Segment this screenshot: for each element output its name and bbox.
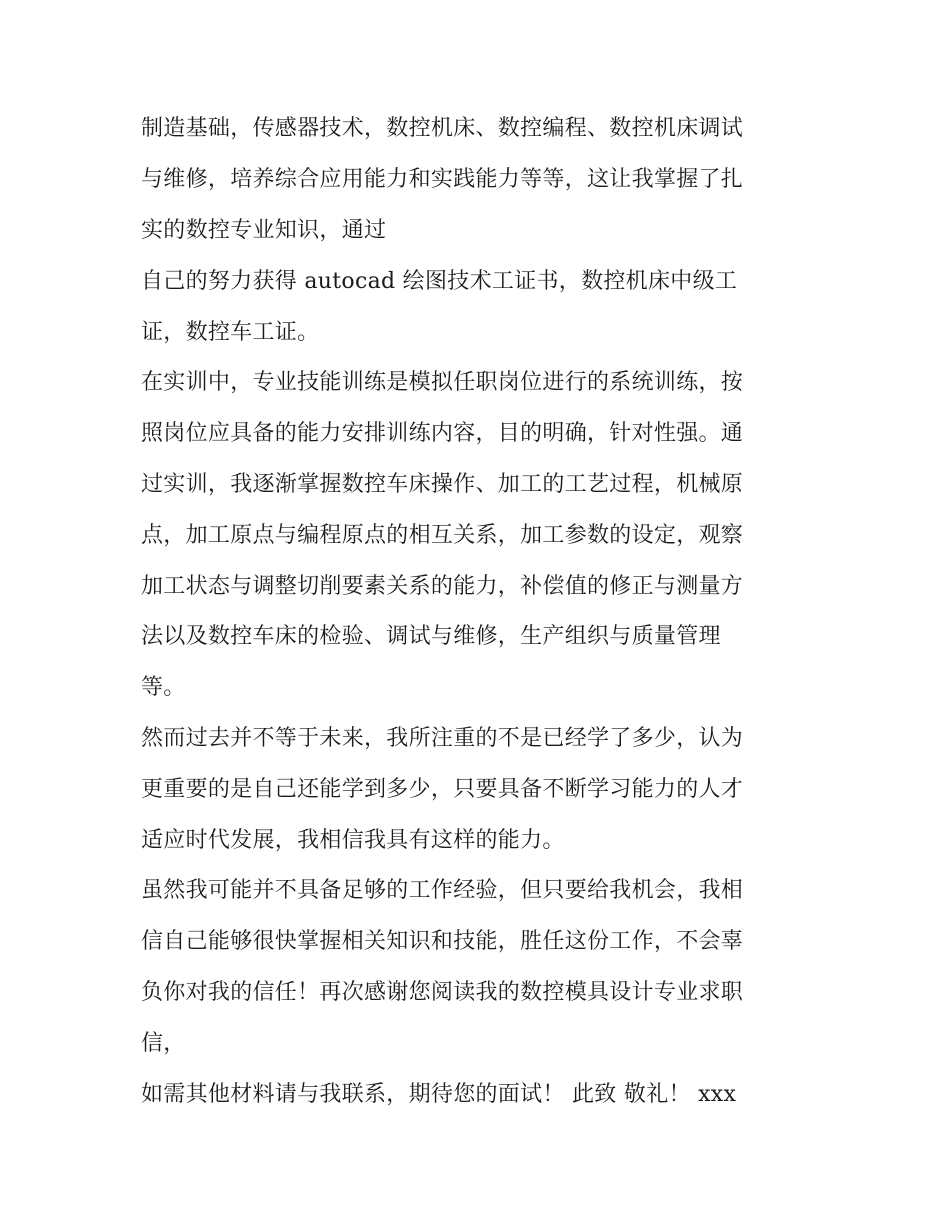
text-line: 等。	[141, 675, 186, 700]
text-line: 实的数控专业知识，通过	[141, 218, 387, 243]
text-line: 在实训中，专业技能训练是模拟任职岗位进行的系统训练，按	[141, 370, 744, 395]
text-line: 与维修，培养综合应用能力和实践能力等等，这让我掌握了扎	[141, 167, 744, 192]
text-line: 更重要的是自己还能学到多少，只要具备不断学习能力的人才	[141, 777, 744, 802]
text-line: 制造基础，传感器技术，数控机床、数控编程、数控机床调试	[141, 116, 744, 141]
text-line: 信自己能够很快掌握相关知识和技能，胜任这份工作，不会辜	[141, 929, 744, 954]
text-line: 照岗位应具备的能力安排训练内容，目的明确，针对性强。通	[141, 421, 744, 446]
text-line: 负你对我的信任！再次感谢您阅读我的数控模具设计专业求职	[141, 980, 744, 1005]
text-line: 适应时代发展，我相信我具有这样的能力。	[141, 828, 565, 853]
text-line: 虽然我可能并不具备足够的工作经验，但只要给我机会，我相	[141, 878, 744, 903]
text-line: 信，	[141, 1031, 186, 1056]
text-line: 自己的努力获得 autocad 绘图技术工证书，数控机床中级工	[141, 269, 738, 294]
text-line: 过实训，我逐渐掌握数控车床操作、加工的工艺过程，机械原	[141, 472, 744, 497]
text-line: 然而过去并不等于未来，我所注重的不是已经学了多少，认为	[141, 726, 744, 751]
text-line: 证，数控车工证。	[141, 320, 320, 345]
text-line: 点，加工原点与编程原点的相互关系，加工参数的设定，观察	[141, 523, 744, 548]
text-line: 如需其他材料请与我联系，期待您的面试！ 此致 敬礼！ xxx	[141, 1082, 737, 1107]
text-line: 法以及数控车床的检验、调试与维修，生产组织与质量管理	[141, 624, 721, 649]
text-line: 加工状态与调整切削要素关系的能力，补偿值的修正与测量方	[141, 574, 744, 599]
